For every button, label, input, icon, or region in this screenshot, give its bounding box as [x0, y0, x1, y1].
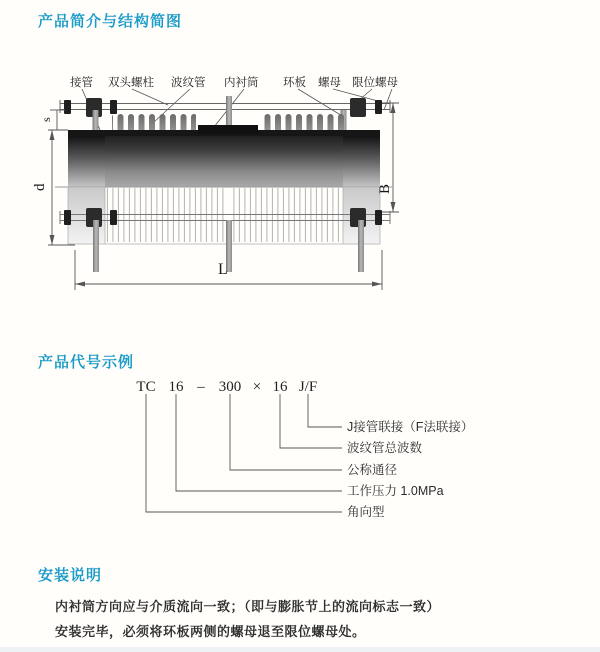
- code-expl-diameter: 公称通径: [347, 463, 398, 477]
- dim-label-d: d: [32, 183, 48, 191]
- bellows-group-left: [112, 114, 196, 130]
- code-segment-waves: 16: [272, 379, 288, 395]
- expansion-joint-diagram: [0, 60, 600, 315]
- code-expl-waves: 波纹管总波数: [347, 441, 423, 455]
- bellows-group-right: [262, 114, 346, 130]
- part-label-xianweiluomu: 限位螺母: [352, 77, 398, 89]
- limit-nut-right: [375, 100, 382, 114]
- end-pipe-left: [68, 130, 105, 187]
- code-segment-times: ×: [252, 379, 262, 395]
- part-label-huanban: 环板: [283, 77, 306, 89]
- code-expl-type: 角向型: [347, 505, 385, 519]
- install-section-title: 安装说明: [38, 567, 103, 584]
- joint-lower-body: [60, 187, 390, 272]
- dim-label-L: L: [218, 261, 228, 278]
- stud-left-lower: [93, 220, 99, 272]
- part-label-shuangtou: 双头螺柱: [108, 77, 154, 89]
- code-connector-lines: [0, 392, 600, 537]
- code-section-title: 产品代号示例: [38, 354, 135, 371]
- dim-label-B: B: [377, 183, 393, 194]
- install-instruction-2: 安装完毕，必须将环板两侧的螺母退至限位螺母处。: [55, 624, 366, 639]
- stud-right-lower: [358, 220, 364, 272]
- shell: [103, 130, 347, 187]
- page-bottom-divider: [0, 647, 600, 652]
- joint-upper-body: [68, 114, 380, 187]
- limit-nut-left: [64, 100, 71, 114]
- stud-left: [93, 110, 99, 132]
- dim-label-s: s: [39, 117, 53, 122]
- part-labels: [70, 75, 398, 89]
- code-segment-type: TC: [136, 379, 156, 395]
- part-label-neichentong: 内衬筒: [224, 77, 259, 89]
- code-segment-pressure: 16: [168, 379, 184, 395]
- nut-right: [350, 98, 366, 117]
- part-label-bowenguan: 波纹管: [171, 77, 206, 89]
- part-label-luomu: 螺母: [318, 77, 341, 89]
- install-instruction-1: 内衬筒方向应与介质流向一致；（即与膨胀节上的流向标志一致）: [55, 599, 441, 614]
- code-segment-dash: –: [197, 379, 205, 395]
- code-expl-pressure: 工作压力 1.0MPa: [347, 484, 444, 498]
- dim-B: [382, 103, 399, 212]
- code-expl-connection: J接管联接（F法联接）: [347, 420, 474, 434]
- nut-left-inner: [110, 100, 117, 114]
- code-segment-connect: J/F: [298, 379, 318, 395]
- code-segment-diameter: 300: [218, 379, 242, 395]
- part-label-jieguan: 接管: [70, 77, 93, 89]
- end-pipe-right: [343, 130, 380, 187]
- intro-section-title: 产品简介与结构简图: [38, 13, 183, 30]
- inner-liner-bar: [198, 125, 258, 134]
